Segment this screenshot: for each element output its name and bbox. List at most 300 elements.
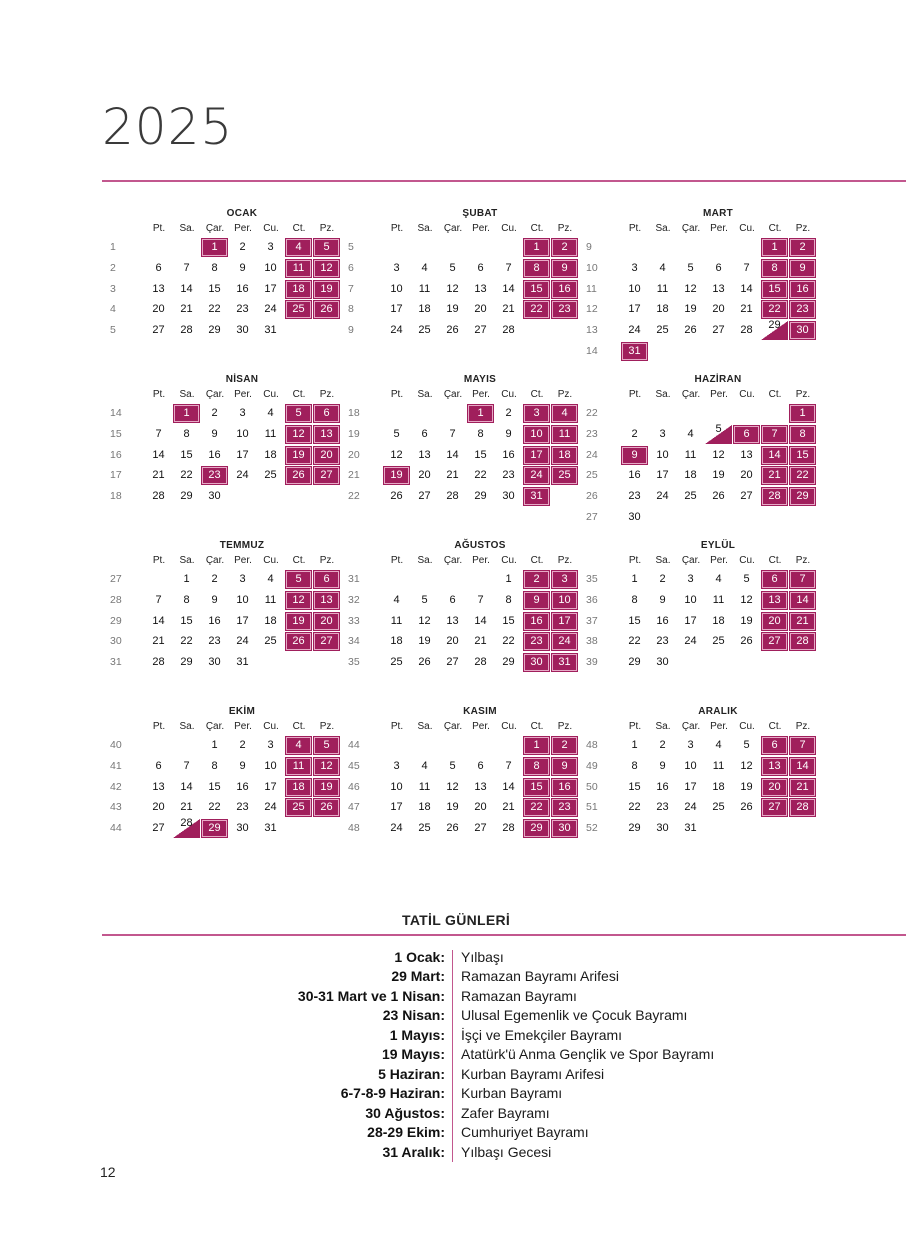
day-cell: 18	[264, 614, 277, 627]
day-cell: 2	[239, 739, 246, 751]
day-cell: 23	[656, 635, 669, 648]
day-cell: 15	[628, 614, 641, 627]
holiday-day-cell: 26	[313, 300, 340, 319]
day-cell: 22	[180, 469, 193, 482]
day-cell: 2	[211, 573, 218, 585]
holiday-name: Kurban Bayramı	[461, 1085, 563, 1102]
weekday-header: Pt.	[152, 223, 166, 234]
week-number: 49	[586, 759, 598, 772]
holiday-day-cell: 26	[285, 632, 312, 651]
day-cell: 21	[446, 469, 459, 482]
holiday-row	[102, 1124, 802, 1144]
holiday-day-cell: 13	[313, 591, 340, 610]
day-cell: 30	[236, 324, 249, 337]
day-cell: 27	[474, 822, 487, 835]
day-cell: 17	[684, 614, 697, 627]
weekday-header: Pz.	[319, 721, 335, 732]
holiday-row	[102, 1007, 802, 1027]
weekday-header: Pt.	[390, 223, 404, 234]
week-number: 23	[586, 427, 598, 440]
holiday-day-cell: 13	[761, 757, 788, 776]
holidays-divider	[102, 934, 906, 936]
day-cell: 2	[631, 427, 638, 440]
week-number: 27	[110, 573, 122, 585]
holiday-name: Ramazan Bayramı	[461, 987, 577, 1004]
day-cell: 31	[684, 822, 697, 835]
day-cell: 3	[267, 739, 274, 751]
day-cell: 28	[152, 490, 165, 503]
day-cell: 4	[715, 739, 722, 751]
week-number: 19	[348, 427, 360, 440]
week-number: 35	[348, 656, 360, 669]
holiday-day-cell: 9	[551, 757, 578, 776]
day-cell: 13	[418, 448, 431, 461]
week-number: 36	[586, 593, 598, 606]
day-cell: 10	[656, 448, 669, 461]
day-cell: 10	[264, 261, 277, 274]
week-number: 42	[110, 780, 122, 793]
day-cell: 19	[684, 303, 697, 316]
day-cell: 28	[152, 656, 165, 669]
weekday-header: Ct.	[292, 389, 306, 400]
weekday-header: Per.	[472, 721, 490, 732]
day-cell: 18	[656, 303, 669, 316]
holiday-day-cell: 23	[551, 300, 578, 319]
weekday-header: Cu.	[501, 721, 517, 732]
day-cell: 11	[390, 614, 403, 627]
day-cell: 9	[505, 427, 512, 440]
day-cell: 1	[183, 573, 190, 585]
day-cell: 24	[236, 469, 249, 482]
holiday-day-cell: 29	[761, 321, 788, 340]
day-cell: 9	[239, 759, 246, 772]
day-cell: 11	[684, 448, 697, 461]
weekday-header: Çar.	[205, 389, 225, 400]
holiday-day-cell: 22	[523, 300, 550, 319]
weekday-header: Cu.	[501, 223, 517, 234]
day-cell: 27	[418, 490, 431, 503]
holiday-day-cell: 26	[285, 466, 312, 485]
day-cell: 28	[474, 656, 487, 669]
holiday-day-cell: 25	[285, 798, 312, 817]
holiday-day-cell: 1	[467, 404, 494, 423]
day-cell: 6	[715, 261, 722, 274]
week-number: 33	[348, 614, 360, 627]
holiday-name: Kurban Bayramı Arifesi	[461, 1065, 605, 1082]
holiday-row	[102, 1144, 802, 1164]
day-cell: 25	[656, 324, 669, 337]
day-cell: 16	[628, 469, 641, 482]
day-cell: 7	[743, 261, 750, 274]
day-cell: 15	[474, 448, 487, 461]
week-number: 18	[348, 407, 360, 419]
week-number: 7	[348, 282, 354, 295]
weekday-header: Pt.	[390, 389, 404, 400]
holiday-day-cell: 27	[761, 798, 788, 817]
day-cell: 20	[152, 801, 165, 814]
day-cell: 13	[474, 780, 487, 793]
holiday-day-cell: 19	[313, 280, 340, 299]
weekday-header: Ct.	[530, 389, 544, 400]
day-cell: 15	[208, 780, 221, 793]
weekday-header: Sa.	[179, 389, 195, 400]
day-cell: 15	[180, 448, 193, 461]
week-number: 3	[110, 282, 116, 295]
weekday-header: Per.	[234, 555, 252, 566]
day-cell: 9	[659, 593, 666, 606]
holiday-name: Atatürk'ü Anma Gençlik ve Spor Bayramı	[461, 1046, 715, 1063]
weekday-header: Cu.	[739, 555, 755, 566]
day-cell: 10	[684, 593, 697, 606]
holiday-day-cell: 19	[285, 446, 312, 465]
day-cell: 12	[446, 282, 459, 295]
week-number: 32	[348, 593, 360, 606]
weekday-header: Pt.	[390, 721, 404, 732]
day-cell: 13	[740, 448, 753, 461]
day-cell: 4	[267, 573, 274, 585]
day-cell: 12	[712, 448, 725, 461]
day-cell: 2	[659, 739, 666, 751]
day-cell: 31	[264, 822, 277, 835]
weekday-header: Sa.	[655, 721, 671, 732]
day-cell: 27	[740, 490, 753, 503]
day-cell: 6	[449, 593, 456, 606]
day-cell: 21	[152, 635, 165, 648]
weekday-header: Pt.	[152, 389, 166, 400]
day-cell: 25	[264, 635, 277, 648]
day-cell: 14	[502, 780, 515, 793]
day-cell: 29	[628, 822, 641, 835]
week-number: 15	[110, 427, 122, 440]
weekday-header: Pt.	[628, 721, 642, 732]
weekday-header: Çar.	[681, 389, 701, 400]
holiday-day-cell: 25	[285, 300, 312, 319]
weekday-header: Per.	[234, 223, 252, 234]
day-cell: 3	[687, 739, 694, 751]
day-cell: 24	[628, 324, 641, 337]
day-cell: 24	[264, 303, 277, 316]
holiday-day-cell: 29	[201, 819, 228, 838]
day-cell: 1	[211, 739, 218, 751]
weekday-header: Sa.	[417, 389, 433, 400]
holiday-day-cell: 29	[789, 487, 816, 506]
day-cell: 21	[502, 801, 515, 814]
month-name: ŞUBAT	[462, 208, 498, 219]
month-name: EKİM	[228, 706, 256, 717]
day-cell: 24	[264, 801, 277, 814]
weekday-header: Pz.	[795, 555, 811, 566]
holiday-day-cell: 8	[789, 425, 816, 444]
holiday-row	[102, 949, 802, 969]
weekday-header: Cu.	[263, 389, 279, 400]
holiday-day-cell: 20	[313, 446, 340, 465]
holiday-day-cell: 18	[551, 446, 578, 465]
day-cell: 8	[183, 427, 190, 440]
day-cell: 13	[474, 282, 487, 295]
day-cell: 7	[155, 593, 162, 606]
day-cell: 16	[208, 448, 221, 461]
day-cell: 16	[656, 614, 669, 627]
week-number: 30	[110, 635, 122, 648]
day-cell: 23	[502, 469, 515, 482]
holiday-date: 31 Aralık:	[382, 1143, 445, 1160]
day-cell: 15	[208, 282, 221, 295]
holiday-day-cell: 9	[621, 446, 648, 465]
holiday-name: Cumhuriyet Bayramı	[461, 1124, 589, 1141]
day-cell: 18	[390, 635, 403, 648]
holidays-heading-text: TATİL GÜNLERİ	[402, 912, 511, 928]
day-cell: 8	[477, 427, 484, 440]
day-cell: 26	[740, 635, 753, 648]
day-cell: 22	[502, 635, 515, 648]
day-cell: 28	[502, 324, 515, 337]
holiday-day-cell: 21	[789, 778, 816, 797]
day-cell: 19	[712, 469, 725, 482]
day-cell: 5	[421, 593, 428, 606]
holiday-day-cell: 27	[761, 632, 788, 651]
half-holiday-day-cell: 5	[705, 425, 732, 444]
day-cell: 21	[740, 303, 753, 316]
week-number: 47	[348, 801, 360, 814]
day-cell: 25	[712, 635, 725, 648]
day-cell: 2	[505, 407, 512, 419]
weekday-header: Çar.	[443, 721, 463, 732]
holiday-date: 28-29 Ekim:	[367, 1124, 445, 1141]
day-cell: 13	[152, 780, 165, 793]
day-cell: 7	[505, 759, 512, 772]
weekday-header: Sa.	[655, 389, 671, 400]
weekday-header: Per.	[710, 389, 728, 400]
holiday-day-cell: 15	[523, 778, 550, 797]
week-number: 22	[586, 407, 598, 419]
week-number: 44	[110, 822, 122, 835]
holiday-name: İşçi ve Emekçiler Bayramı	[461, 1026, 623, 1043]
weekday-header: Pt.	[628, 389, 642, 400]
day-cell: 23	[656, 801, 669, 814]
weekday-header: Cu.	[739, 223, 755, 234]
weekday-header: Pt.	[152, 555, 166, 566]
holiday-day-cell: 16	[551, 280, 578, 299]
weekday-header: Pz.	[557, 223, 573, 234]
day-cell: 3	[239, 407, 246, 419]
day-cell: 6	[477, 261, 484, 274]
day-cell: 19	[740, 780, 753, 793]
holiday-day-cell: 2	[789, 238, 816, 257]
holiday-day-cell: 15	[523, 280, 550, 299]
holiday-day-cell: 19	[383, 466, 410, 485]
weekday-header: Çar.	[443, 223, 463, 234]
holiday-day-cell: 14	[761, 446, 788, 465]
weekday-header: Ct.	[768, 223, 782, 234]
weekday-header: Cu.	[501, 555, 517, 566]
holiday-day-cell: 30	[789, 321, 816, 340]
day-cell: 25	[264, 469, 277, 482]
day-cell: 14	[740, 282, 753, 295]
week-number: 51	[586, 801, 598, 814]
day-cell: 1	[505, 573, 512, 585]
holiday-day-cell: 20	[313, 612, 340, 631]
day-cell: 10	[236, 427, 249, 440]
day-cell: 30	[656, 822, 669, 835]
week-number: 6	[348, 261, 354, 274]
week-number: 14	[110, 407, 122, 419]
weekday-header: Çar.	[205, 555, 225, 566]
week-number: 9	[348, 324, 354, 337]
week-number: 43	[110, 801, 122, 814]
day-cell: 17	[390, 303, 403, 316]
day-cell: 1	[631, 739, 638, 751]
holiday-date: 30 Ağustos:	[365, 1104, 445, 1121]
weekday-header: Ct.	[292, 223, 306, 234]
holiday-day-cell: 7	[761, 425, 788, 444]
week-number: 22	[348, 490, 360, 503]
day-cell: 10	[390, 780, 403, 793]
holiday-day-cell: 16	[789, 280, 816, 299]
holiday-day-cell: 28	[789, 632, 816, 651]
holiday-day-cell: 6	[761, 736, 788, 755]
weekday-header: Pz.	[319, 389, 335, 400]
holiday-day-cell: 23	[201, 466, 228, 485]
day-cell: 18	[418, 303, 431, 316]
holiday-day-cell: 10	[551, 591, 578, 610]
day-cell: 16	[656, 780, 669, 793]
holiday-day-cell: 8	[523, 757, 550, 776]
week-number: 13	[586, 324, 598, 337]
weekday-header: Sa.	[655, 223, 671, 234]
day-cell: 3	[631, 261, 638, 274]
holiday-day-cell: 4	[551, 404, 578, 423]
weekday-header: Cu.	[739, 389, 755, 400]
holiday-row	[102, 1066, 802, 1086]
month-name: ARALIK	[698, 706, 738, 717]
day-cell: 8	[211, 261, 218, 274]
day-cell: 7	[183, 759, 190, 772]
day-cell: 25	[418, 822, 431, 835]
day-cell: 29	[180, 656, 193, 669]
week-number: 5	[110, 324, 116, 337]
day-cell: 21	[502, 303, 515, 316]
day-cell: 27	[152, 324, 165, 337]
day-cell: 22	[180, 635, 193, 648]
day-cell: 7	[183, 261, 190, 274]
day-cell: 6	[155, 759, 162, 772]
weekday-header: Çar.	[443, 555, 463, 566]
day-cell: 31	[264, 324, 277, 337]
holiday-day-cell: 19	[313, 778, 340, 797]
day-cell: 4	[687, 427, 694, 440]
day-cell: 26	[712, 490, 725, 503]
weekday-header: Çar.	[681, 555, 701, 566]
weekday-header: Pz.	[795, 721, 811, 732]
week-number: 12	[586, 303, 598, 316]
weekday-header: Pz.	[795, 389, 811, 400]
day-cell: 21	[180, 303, 193, 316]
day-cell: 4	[421, 759, 428, 772]
day-cell: 20	[474, 801, 487, 814]
weekday-header: Cu.	[739, 721, 755, 732]
holiday-day-cell: 18	[285, 280, 312, 299]
weekday-header: Çar.	[681, 721, 701, 732]
weekday-header: Pt.	[390, 555, 404, 566]
day-cell: 22	[628, 635, 641, 648]
weekday-header: Pt.	[628, 223, 642, 234]
holiday-day-cell: 5	[285, 404, 312, 423]
day-cell: 16	[208, 614, 221, 627]
weekday-header: Ct.	[768, 721, 782, 732]
holiday-day-cell: 13	[313, 425, 340, 444]
day-cell: 28	[180, 324, 193, 337]
weekday-header: Sa.	[179, 223, 195, 234]
week-number: 25	[586, 469, 598, 482]
day-cell: 27	[152, 822, 165, 835]
weekday-header: Çar.	[205, 223, 225, 234]
day-cell: 5	[393, 427, 400, 440]
day-cell: 7	[155, 427, 162, 440]
holiday-day-cell: 23	[551, 798, 578, 817]
weekday-header: Pz.	[557, 555, 573, 566]
holiday-day-cell: 10	[523, 425, 550, 444]
holiday-day-cell: 17	[551, 612, 578, 631]
holiday-row	[102, 1027, 802, 1047]
holiday-day-cell: 14	[789, 591, 816, 610]
weekday-header: Pz.	[557, 389, 573, 400]
day-cell: 8	[631, 759, 638, 772]
holiday-day-cell: 30	[551, 819, 578, 838]
weekday-header: Sa.	[417, 223, 433, 234]
week-number: 31	[348, 573, 360, 585]
holiday-date: 29 Mart:	[391, 968, 445, 985]
holiday-day-cell: 31	[551, 653, 578, 672]
day-cell: 26	[740, 801, 753, 814]
day-cell: 16	[236, 780, 249, 793]
week-number: 48	[586, 739, 598, 751]
day-cell: 22	[208, 303, 221, 316]
week-number: 26	[586, 490, 598, 503]
day-cell: 20	[418, 469, 431, 482]
holiday-day-cell: 16	[523, 612, 550, 631]
holiday-day-cell: 2	[523, 570, 550, 589]
day-cell: 14	[180, 282, 193, 295]
holiday-day-cell: 21	[761, 466, 788, 485]
holiday-day-cell: 18	[285, 778, 312, 797]
holiday-day-cell: 9	[551, 259, 578, 278]
holiday-day-cell: 3	[523, 404, 550, 423]
day-cell: 17	[390, 801, 403, 814]
holiday-day-cell: 11	[551, 425, 578, 444]
weekday-header: Per.	[472, 223, 490, 234]
day-cell: 17	[628, 303, 641, 316]
weekday-header: Cu.	[501, 389, 517, 400]
day-cell: 27	[446, 656, 459, 669]
day-cell: 26	[418, 656, 431, 669]
day-cell: 17	[236, 448, 249, 461]
holiday-name: Ramazan Bayramı Arifesi	[461, 968, 619, 985]
month-name: MAYIS	[463, 374, 497, 385]
holiday-date: 6-7-8-9 Haziran:	[340, 1085, 445, 1102]
month-name: HAZİRAN	[694, 374, 742, 385]
day-cell: 15	[502, 614, 515, 627]
weekday-header: Çar.	[205, 721, 225, 732]
holiday-day-cell: 5	[313, 238, 340, 257]
day-cell: 9	[659, 759, 666, 772]
day-cell: 5	[743, 739, 750, 751]
holiday-day-cell: 9	[523, 591, 550, 610]
day-cell: 26	[390, 490, 403, 503]
week-number: 11	[586, 282, 597, 295]
week-number: 52	[586, 822, 598, 835]
weekday-header: Ct.	[768, 389, 782, 400]
day-cell: 30	[208, 656, 221, 669]
